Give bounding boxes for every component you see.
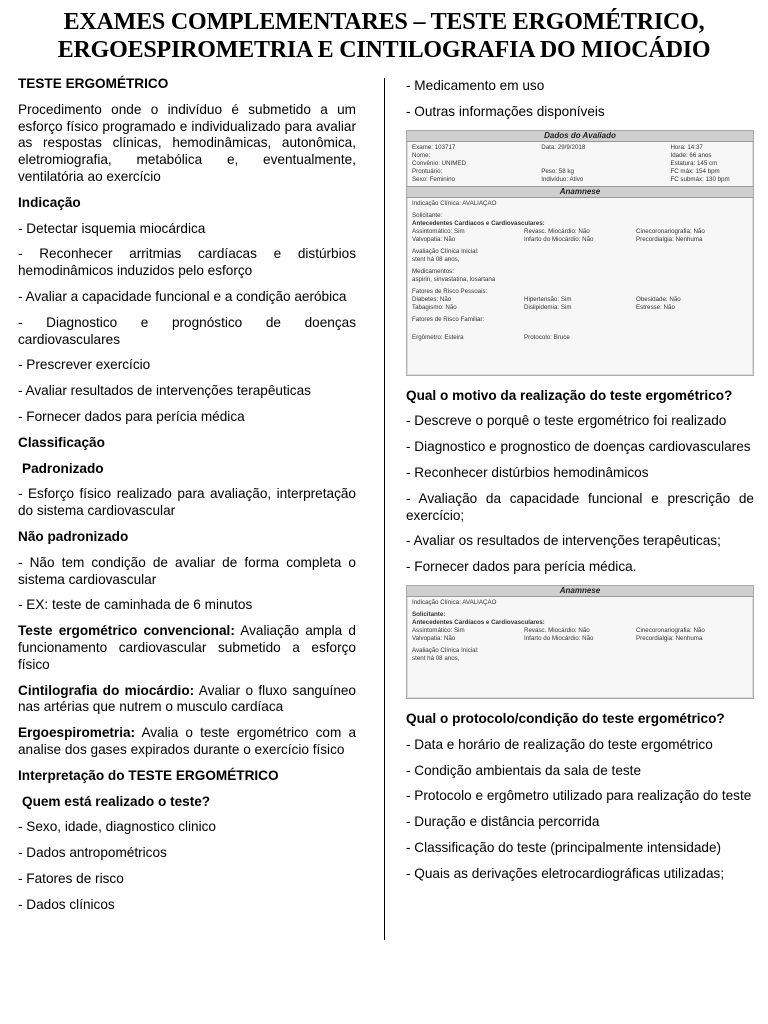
list-item: - Classificação do teste (principalmente intensidade) (406, 839, 722, 855)
list-item: - EX: teste de caminhada de 6 minutos (18, 597, 253, 613)
form-value: Ativo (569, 175, 584, 183)
form-value: Sim (560, 295, 572, 303)
form-value: 66 anos (689, 151, 712, 159)
heading-protocolo: Qual o protocolo/condição do teste ergométrico? (406, 710, 725, 726)
form-value: aspirin, sinvastatina, losartana (412, 275, 496, 283)
right-column (406, 78, 754, 892)
form-label: FC máx: (670, 167, 694, 175)
form-label: Antecedentes Cardíacos e Cardiovasculares: (412, 618, 545, 626)
form-label: Protocolo: (524, 333, 552, 341)
term-cintilografia: Cintilografia do miocárdio: (18, 682, 195, 698)
form-label: Idade: (670, 151, 688, 159)
form-label: FC submáx: (670, 175, 704, 183)
form-value: Não (582, 235, 594, 243)
form-value: Esteira (444, 333, 464, 341)
form-value: Não (578, 626, 590, 634)
form-label: Fatores de Risco Familiar: (412, 315, 485, 323)
form-label: Revasc. Miocárdio: (524, 626, 577, 634)
list-item: - Outras informações disponíveis (406, 103, 605, 119)
form-label: Sexo: (412, 175, 428, 183)
form-value: 103717 (434, 143, 456, 151)
definition-text: Avaliar o fluxo sanguíneo nas artérias que nutrem o musculo cardíaca (18, 682, 356, 715)
form-label: Prontuário: (412, 167, 443, 175)
list-item: - Fornecer dados para perícia médica (18, 408, 245, 424)
form-label: Indivíduo: (541, 175, 569, 183)
page-title-line-2: ERGOESPIROMETRIA E CINTILOGRAFIA DO MIOCÁDIO (57, 37, 711, 63)
list-item: - Detectar isquemia miocárdica (18, 220, 206, 236)
form-value: Não (582, 634, 594, 642)
list-item: - Não tem condição de avaliar de forma completa o sistema cardiovascular (18, 554, 356, 587)
list-item: - Dados clínicos (18, 896, 115, 912)
form-label: Convênio: (412, 159, 440, 167)
list-item: - Protocolo e ergômetro utilizado para realização do teste (406, 788, 752, 804)
heading-motivo: Qual o motivo da realização do teste ergométrico? (406, 387, 733, 403)
form-value: Não (578, 227, 590, 235)
definition-convencional (18, 623, 356, 673)
heading-teste-ergometrico: TESTE ERGOMÉTRICO (18, 76, 169, 91)
heading-nao-padronizado: Não padronizado (18, 528, 129, 544)
list-item: - Avaliar a capacidade funcional e a condição aeróbica (18, 288, 347, 304)
form-label: Peso: (541, 167, 558, 175)
form-value: Sim (453, 227, 465, 235)
form-subheader: Anamnese (407, 186, 753, 198)
form-value: 145 cm (696, 159, 718, 167)
form-header: Anamnese (407, 586, 753, 597)
form-label: Indicação Clínica: (412, 598, 461, 606)
term-ergoespirometria: Ergoespirometria: (18, 725, 136, 741)
form-value: Nenhuma (675, 634, 703, 642)
form-value: 154 bpm (695, 167, 720, 175)
definition-cintilografia (18, 683, 356, 717)
form-label: Solicitante: (412, 610, 446, 618)
list-item: - Esforço físico realizado para avaliação, interpretação do sistema cardiovascular (18, 486, 356, 519)
form-label: Estatura: (670, 159, 696, 167)
form-label: Cinecoronariografia: (636, 227, 692, 235)
form-value: Não (445, 303, 457, 311)
form-label: Hipertensão: (524, 295, 560, 303)
form-label: Valvopatia: (412, 634, 443, 642)
form-label: Ergômetro: (412, 333, 443, 341)
form-label: Nome: (412, 151, 431, 159)
definition-text: Avalia o teste ergométrico com a analise dos gases expirados durante o exercício físico (18, 725, 356, 757)
form-label: Avaliação Clínica Inicial: (412, 247, 479, 255)
column-divider (384, 78, 385, 940)
form-value: Não (443, 235, 456, 243)
list-item: - Duração e distância percorrida (406, 814, 600, 830)
list-item: - Data e horário de realização do teste ergométrico (406, 736, 713, 752)
form-image-dados-avaliado (406, 130, 754, 376)
form-value: UNIMED (441, 159, 467, 167)
form-value: Não (439, 295, 452, 303)
form-value: 130 bpm (705, 175, 730, 183)
list-item: - Fornecer dados para perícia médica. (406, 559, 637, 575)
form-value: stent há 08 anos, (412, 255, 460, 263)
list-item: - Avaliar os resultados de intervenções terapêuticas; (406, 533, 721, 549)
heading-quem: Quem está realizado o teste? (22, 793, 211, 809)
form-label: Antecedentes Cardíacos e Cardiovasculares: (412, 219, 545, 227)
form-label: Assintomático: (412, 227, 453, 235)
form-value: Nenhuma (675, 235, 703, 243)
form-value: Não (663, 303, 675, 311)
list-item: - Reconhecer distúrbios hemodinâmicos (406, 464, 649, 480)
form-label: Obesidade: (636, 295, 668, 303)
list-item: - Condição ambientais da sala de teste (406, 762, 642, 778)
form-label: Dislipidemia: (524, 303, 560, 311)
form-value: Feminino (429, 175, 456, 183)
definition-ergoespirometria (18, 725, 356, 759)
form-value: Não (443, 634, 456, 642)
form-label: Infarto do Miocárdio: (524, 235, 581, 243)
form-label: Valvopatia: (412, 235, 443, 243)
form-value: AVALIAÇÃO (462, 199, 497, 207)
list-item: - Fatores de risco (18, 870, 124, 886)
form-label: Avaliação Clínica Inicial: (412, 646, 479, 654)
form-value: 14:37 (687, 143, 703, 151)
form-value: Não (669, 295, 681, 303)
heading-interpretacao: Interpretação do TESTE ERGOMÉTRICO (18, 767, 279, 783)
paragraph-procedimento: Procedimento onde o indivíduo é submetido a um esforço físico programado e individualizado para avaliar as respostas clínicas, hemodinâmicas, autonômica, eletromiografia, metabólica e, eventualmente, ventilatória ao exercício (18, 101, 356, 184)
form-label: Estresse: (636, 303, 662, 311)
form-value: Não (693, 227, 705, 235)
page-title (0, 8, 768, 64)
heading-padronizado: Padronizado (22, 460, 104, 476)
form-value: 58 kg (558, 167, 574, 175)
form-label: Assintomático: (412, 626, 453, 634)
form-label: Solicitante: (412, 211, 443, 219)
form-label: Revasc. Miocárdio: (524, 227, 577, 235)
form-value: Sim (560, 303, 572, 311)
form-label: Medicamentos: (412, 267, 454, 275)
form-header: Dados do Avaliado (407, 131, 753, 142)
form-image-anamnese (406, 585, 754, 699)
left-column (18, 76, 356, 922)
form-label: Tabagismo: (412, 303, 444, 311)
list-item: - Reconhecer arritmias cardíacas e distúrbios hemodinâmicos induzidos pelo esforço (18, 246, 356, 279)
list-item: - Dados antropométricos (18, 845, 167, 861)
term-convencional: Teste ergométrico convencional: (18, 623, 235, 639)
list-item: - Diagnostico e prognóstico de doenças cardiovasculares (18, 314, 356, 347)
form-label: Diabetes: (412, 295, 439, 303)
form-value: Bruce (553, 333, 570, 341)
list-item: - Diagnostico e prognostico de doenças cardiovasculares (406, 439, 751, 455)
heading-classificacao: Classificação (18, 434, 105, 450)
form-label: Hora: (670, 143, 686, 151)
form-label: Cinecoronariografia: (636, 626, 692, 634)
list-item: - Descreve o porquê o teste ergométrico foi realizado (406, 413, 727, 429)
list-item: - Avaliação da capacidade funcional e prescrição de exercício; (406, 490, 754, 523)
form-label: Precordialgia: (636, 235, 674, 243)
form-label: Exame: (412, 143, 433, 151)
list-item: - Sexo, idade, diagnostico clinico (18, 819, 216, 835)
form-value: Não (693, 626, 705, 634)
list-item: - Medicamento em uso (406, 78, 545, 93)
form-label: Precordialgia: (636, 634, 674, 642)
form-label: Data: (541, 143, 557, 151)
form-label: Infarto do Miocárdio: (524, 634, 581, 642)
definition-text: Avaliação ampla d funcionamento cardiovascular submetido a esforço físico (18, 623, 356, 672)
list-item: - Prescrever exercício (18, 357, 151, 373)
list-item: - Quais as derivações eletrocardiográficas utilizadas; (406, 865, 725, 881)
form-value: 29/9/2018 (557, 143, 586, 151)
form-value: AVALIAÇÃO (462, 598, 497, 606)
form-label: Fatores de Risco Pessoais: (412, 287, 488, 295)
heading-indicacao: Indicação (18, 194, 81, 210)
form-value: Sim (453, 626, 465, 634)
form-label: Indicação Clínica: (412, 199, 461, 207)
form-value: stent há 08 anos, (412, 654, 460, 662)
page-title-line-1: EXAMES COMPLEMENTARES – TESTE ERGOMÉTRICO, (63, 9, 705, 35)
list-item: - Avaliar resultados de intervenções terapêuticas (18, 383, 311, 399)
